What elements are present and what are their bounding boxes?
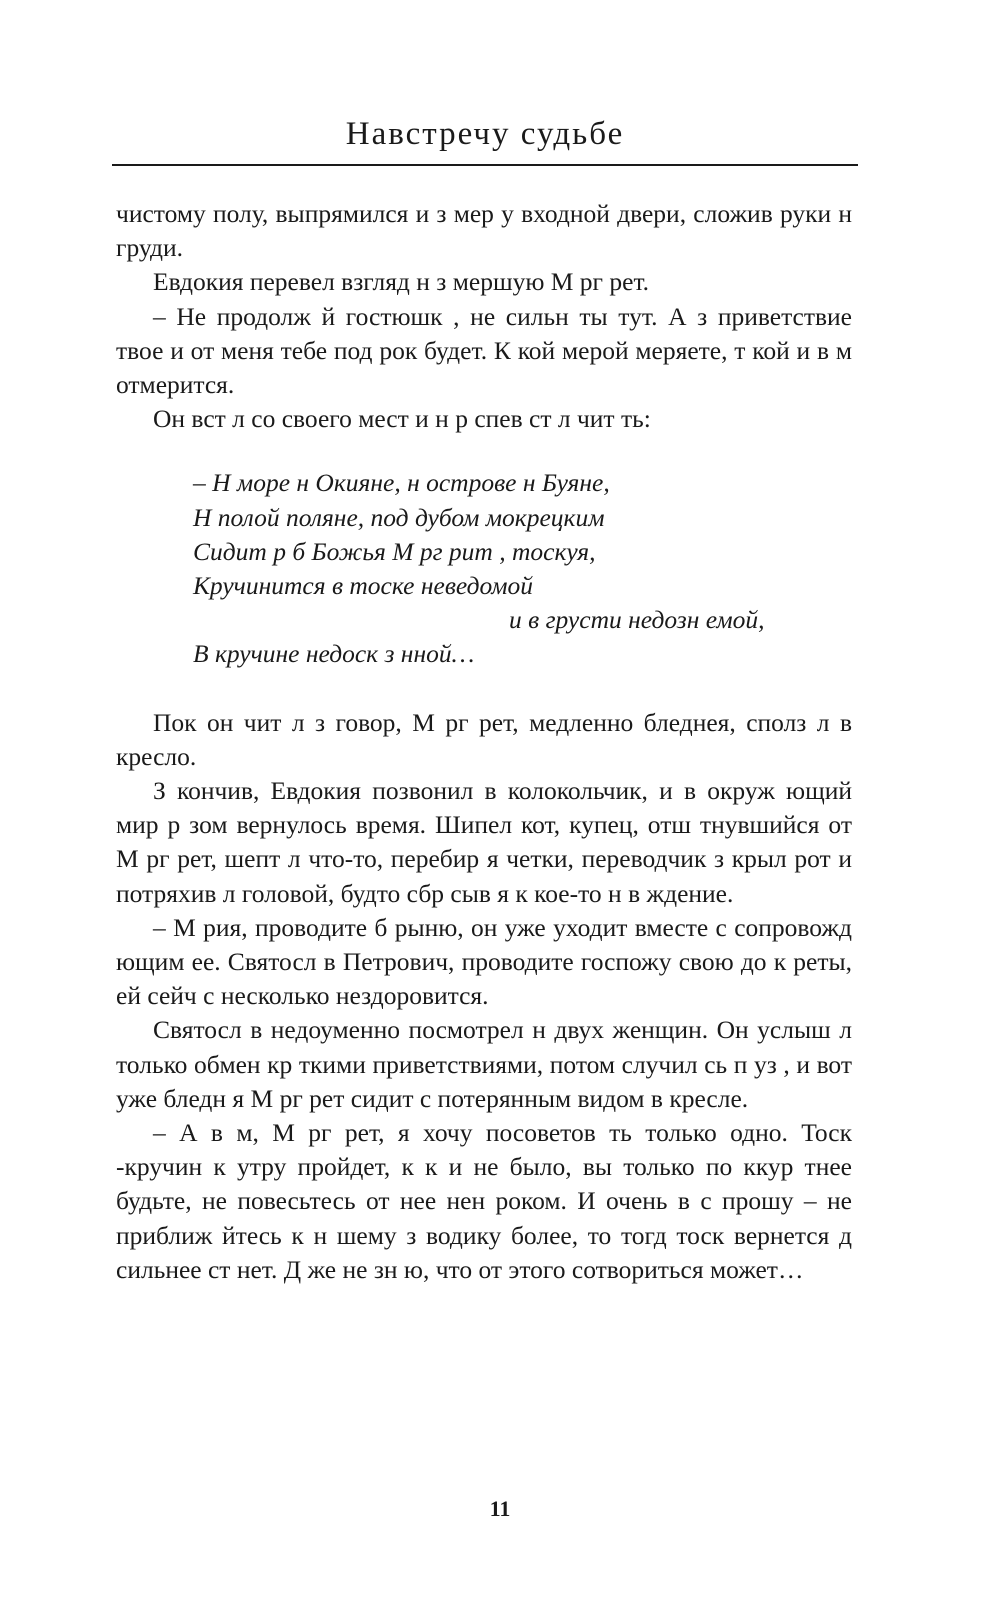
paragraph: Пок он чит л з говор, М рг рет, медленно бледнея, сполз л в кресло. [116, 707, 852, 771]
paragraph: Евдокия перевел взгляд н з мершую М рг рет. [153, 267, 650, 297]
page-number: 11 [489, 1496, 511, 1521]
verse-line: В кручине недоск з нной… [193, 639, 475, 669]
paragraph: З кончив, Евдокия позвонил в колокольчик, и в окруж ющий мир р зом вернулось время. Шипел кот, купец, отш тнувшийся от М рг рет, шепт л что-то, перебир я четки, переводчик з крыл рот и потряхив л головой, будто сбр сыв я к кое-то н в ждение. [116, 776, 852, 908]
verse-line: – Н море н Окияне, н острове н Буяне, [193, 468, 610, 498]
verse-line: Н полой поляне, под дубом мокрецким [193, 502, 605, 532]
verse-line: и в грусти недозн емой, [509, 605, 765, 635]
verse-line: Сидит р б Божья М рг рит , тоскуя, [193, 536, 596, 566]
paragraph: Он вст л со своего мест и н р спев ст л чит ть: [153, 404, 651, 434]
paragraph: – А в м, М рг рет, я хочу посоветов ть только одно. Тоск -кручин к утру пройдет, к к и не было, вы только по ккур тнее будьте, не повесьтесь от нее нен роком. И очень в с прошу – не приближ йтесь к н шему з водику более, то тогд тоск вернется д сильнее ст нет. Д же не зн ю, что от этого сотвориться может… [116, 1118, 852, 1284]
running-head: Навстречу судьбе [345, 116, 625, 152]
header-rule [112, 164, 858, 166]
paragraph: – М рия, проводите б рыню, он уже уходит вместе с сопровожд ющим ее. Святосл в Петрович, проводите госпожу свою до к реты, ей сейч с несколько нездоровится. [116, 912, 852, 1011]
paragraph: – Не продолж й гостюшк , не сильн ты тут. А з приветствие твое и от меня тебе под рок будет. К кой мерой меряете, т кой и в м отмерится. [116, 301, 852, 400]
verse-line: Кручинится в тоске неведомой [193, 571, 534, 601]
paragraph: чистому полу, выпрямился и з мер у входной двери, сложив руки н груди. [116, 199, 852, 263]
body-text [116, 197, 852, 1287]
verse-block [193, 466, 852, 671]
paragraph: Святосл в недоуменно посмотрел н двух женщин. Он услыш л только обмен кр ткими приветствиями, потом случил сь п уз , и вот уже бледн я М рг рет сидит с потерянным видом в кресле. [116, 1015, 852, 1113]
